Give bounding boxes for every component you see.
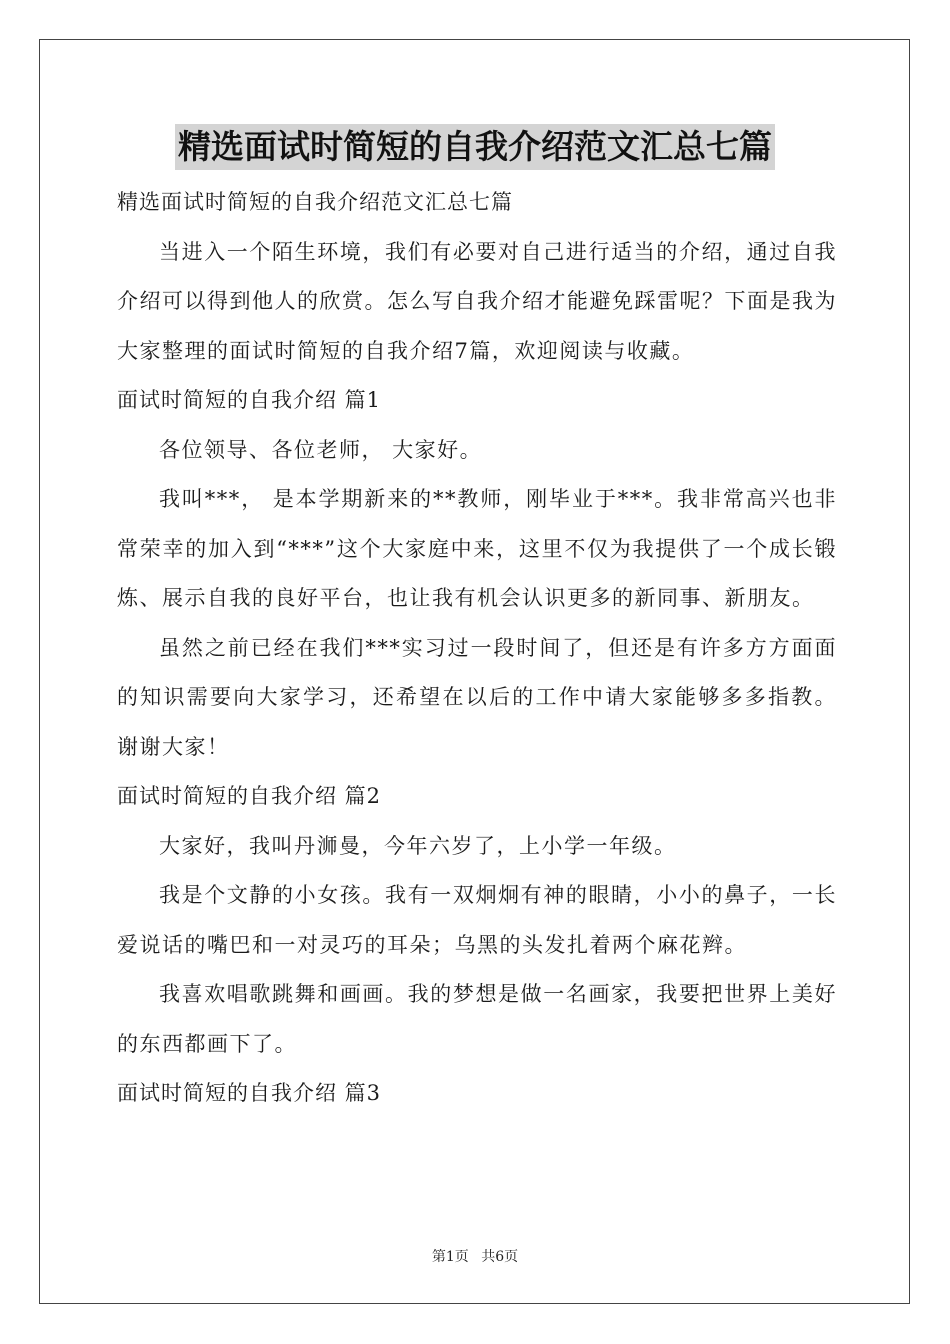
document-title: 精选面试时简短的自我介绍范文汇总七篇 [175,124,775,170]
page-footer [0,1246,950,1266]
title-container [0,124,950,170]
section-heading-1: 面试时简短的自我介绍 篇1 [117,388,382,412]
document-body [117,178,837,1119]
section-1-paragraph-3: 虽然之前已经在我们***实习过一段时间了，但还是有许多方方面面的知识需要向大家学习，还希望在以后的工作中请大家能够多多指教。 谢谢大家！ [117,635,837,759]
intro-paragraph: 当进入一个陌生环境，我们有必要对自己进行适当的介绍，通过自我介绍可以得到他人的欣赏。怎么写自我介绍才能避免踩雷呢？下面是我为大家整理的面试时简短的自我介绍7篇，欢迎阅读与收藏。 [117,239,837,363]
section-heading-2: 面试时简短的自我介绍 篇2 [117,784,382,808]
section-2-paragraph-3: 我喜欢唱歌跳舞和画画。我的梦想是做一名画家，我要把世界上美好的东西都画下了。 [117,982,837,1056]
section-1-paragraph-1: 各位领导、各位老师， 大家好。 [159,437,483,462]
document-subtitle: 精选面试时简短的自我介绍范文汇总七篇 [117,190,513,214]
page-total: 共6页 [481,1249,519,1265]
section-heading-3: 面试时简短的自我介绍 篇3 [117,1081,382,1105]
section-1-paragraph-2: 我叫***， 是本学期新来的**教师，刚毕业于***。我非常高兴也非常荣幸的加入到“***”这个大家庭中来，这里不仅为我提供了一个成长锻炼、展示自我的良好平台，也让我有机会认识更多的新同事、新朋友。 [117,487,837,610]
section-2-paragraph-2: 我是个文静的小女孩。我有一双炯炯有神的眼睛，小小的鼻子，一长爱说话的嘴巴和一对灵巧的耳朵；乌黑的头发扎着两个麻花辫。 [117,883,837,957]
page-number: 第1页 [431,1249,469,1265]
section-2-paragraph-1: 大家好，我叫丹浉曼，今年六岁了，上小学一年级。 [159,833,677,858]
